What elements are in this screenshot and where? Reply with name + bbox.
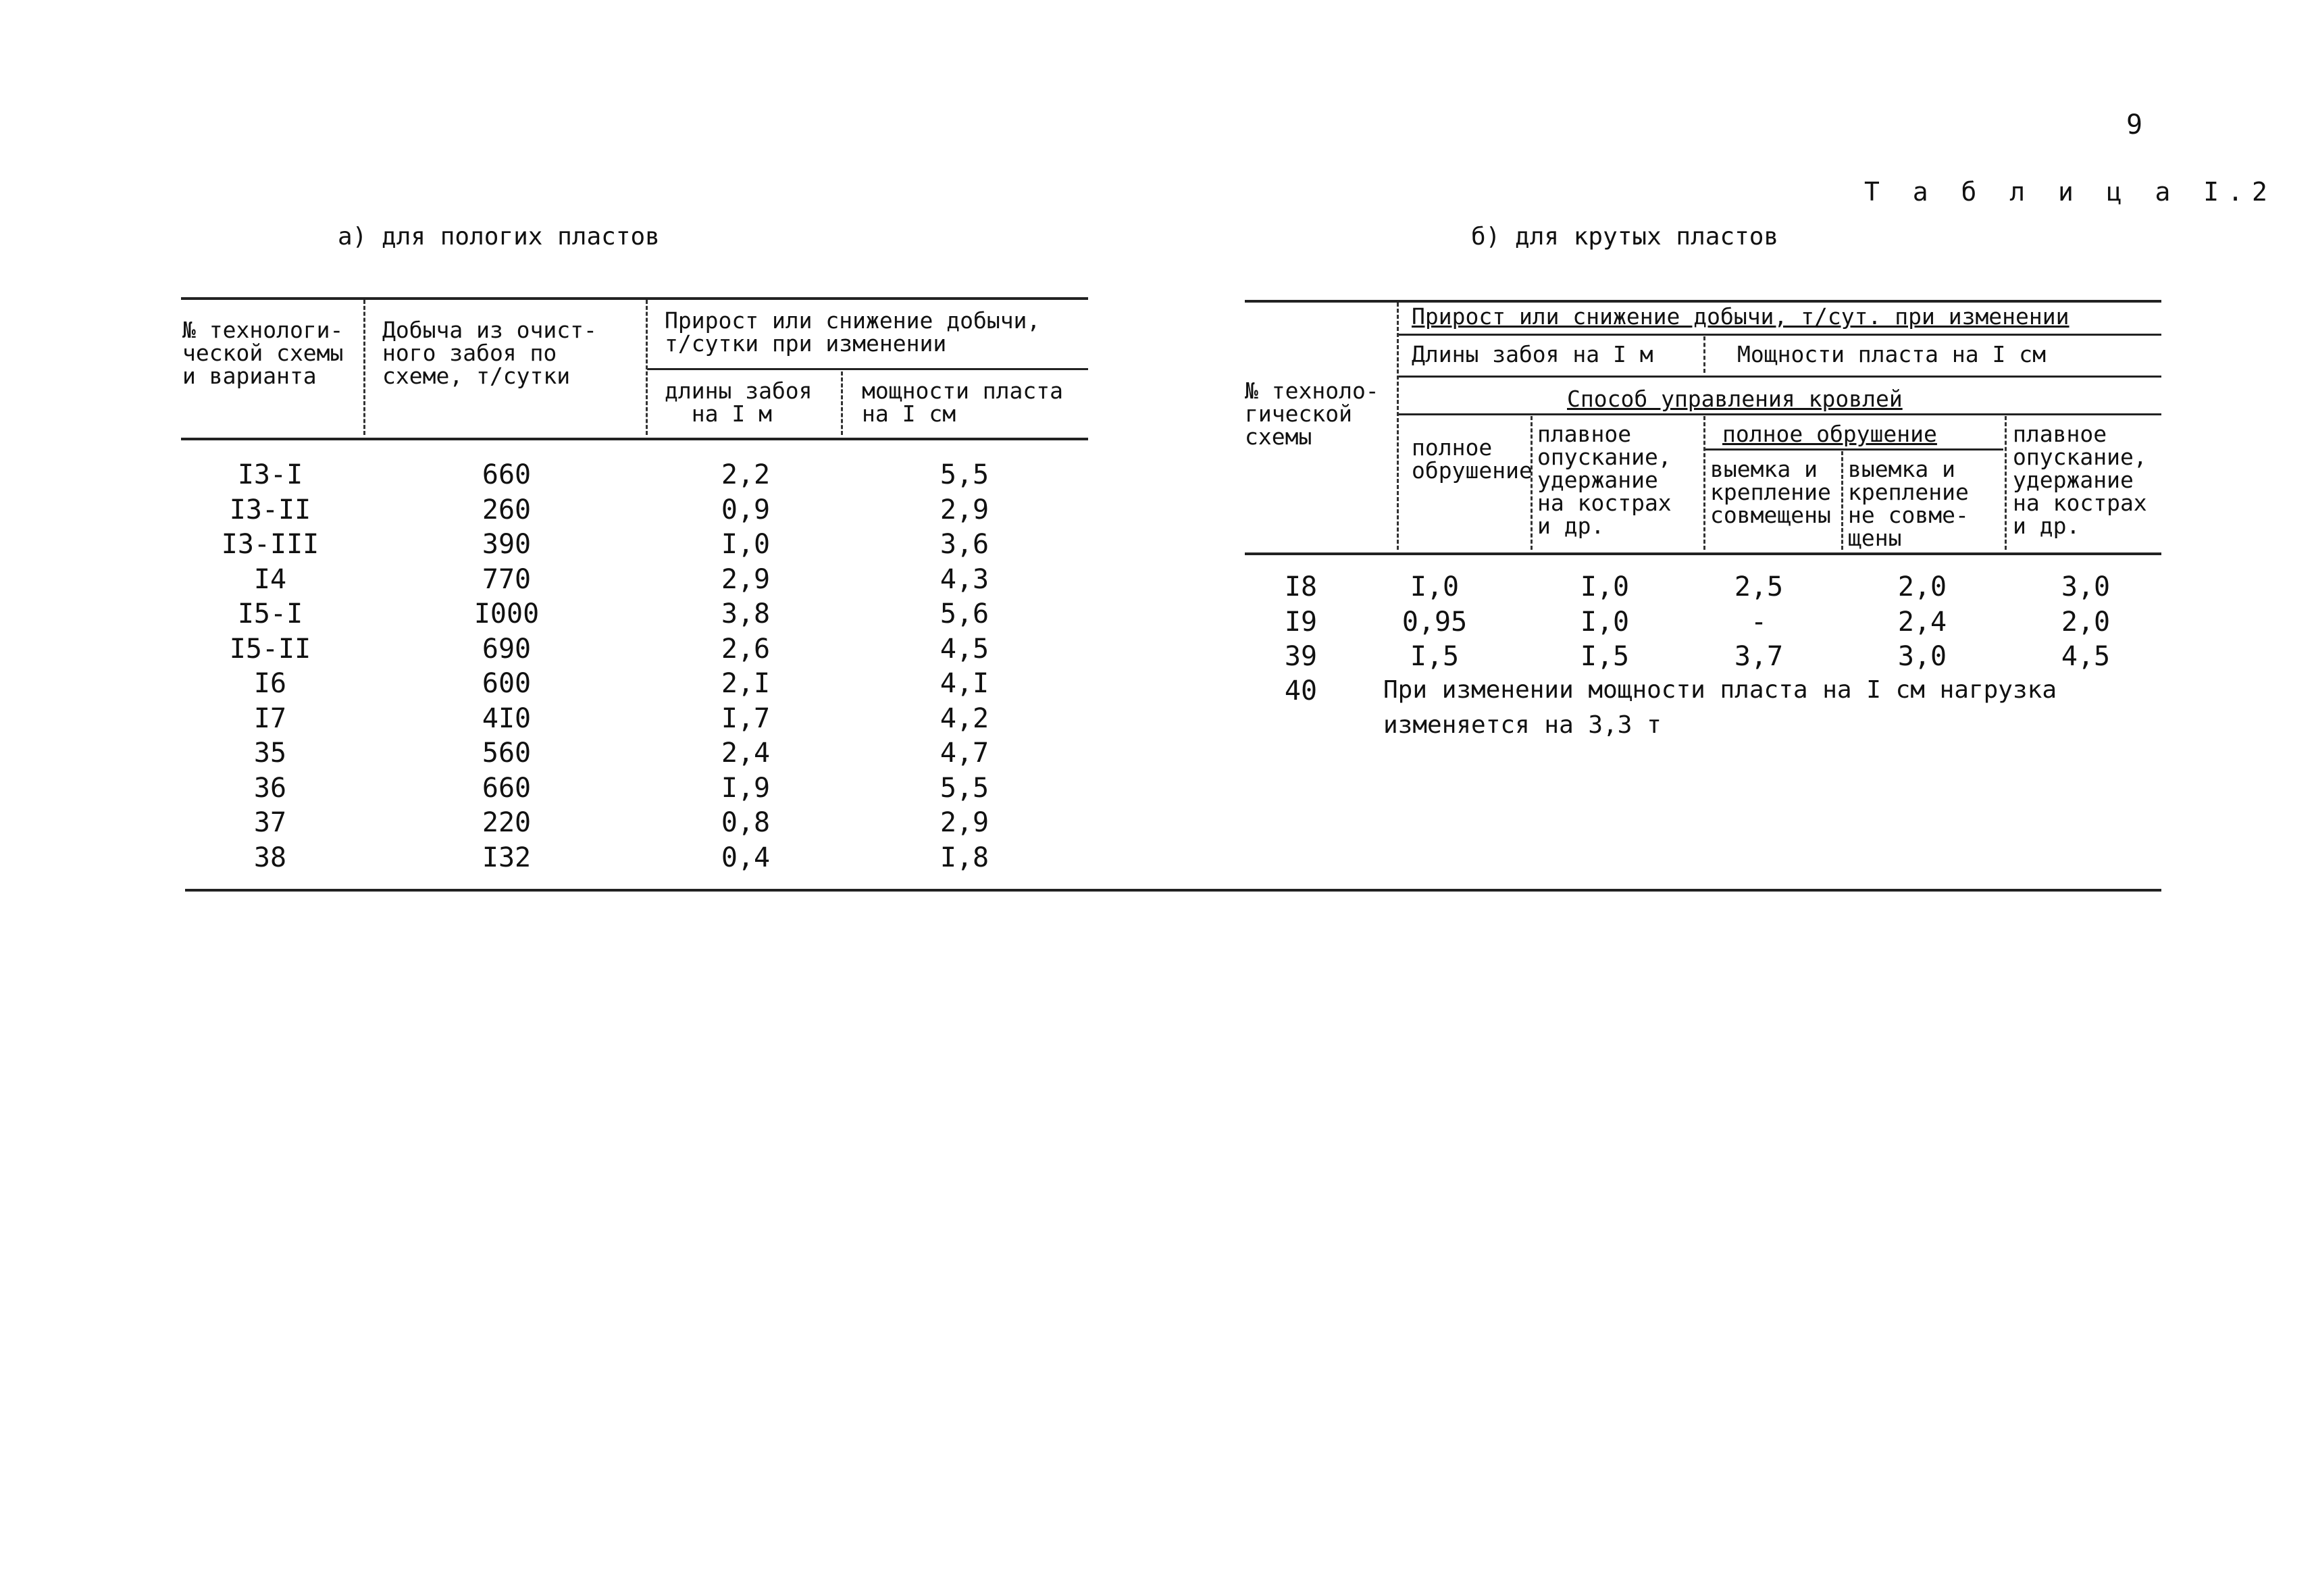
left-table-cell: 2,I [721,668,771,699]
right-table-cell: I8 [1284,571,1318,602]
right-header-full-collapse-length: полное обрушение [1412,434,1533,484]
blank-page-area [0,912,2314,1587]
left-table-cell: 0,4 [721,842,771,873]
left-table-subtitle: а) для пологих пластов [338,223,660,251]
left-table-divider [841,371,843,435]
right-table-divider [1703,336,1705,373]
left-table-cell: 390 [482,529,532,560]
left-table-group-rule [647,368,1088,370]
left-table-cell: 2,9 [721,563,771,595]
left-header-group: Прирост или снижение добычи, т/сутки при изменении [665,307,1041,357]
left-table-cell: 4I0 [482,702,532,734]
left-table-cell: 0,9 [721,494,771,525]
left-table-cell: 4,I [940,668,989,699]
right-table-divider [1703,416,1705,550]
left-table-cell: 600 [482,668,532,699]
right-table-cell: I,0 [1410,571,1460,602]
note-row-text [1383,673,2057,743]
left-table-cell: 2,9 [940,807,989,838]
left-table-cell: 220 [482,807,532,838]
left-table-cell: I,9 [721,772,771,804]
left-table-cell: 4,3 [940,563,989,595]
right-table-cell: 2,5 [1734,571,1784,602]
left-table-cell: I32 [482,842,532,873]
left-table-header-rule [181,438,1088,440]
left-table-cell: 2,4 [721,738,771,769]
right-header-thickness: Мощности пласта на I см [1737,341,2046,367]
left-table-cell: 35 [253,738,287,769]
left-table-cell: 3,6 [940,529,989,560]
right-table-cell: 2,0 [2061,606,2111,638]
right-header-combined: выемка и крепление совмещены [1710,456,1831,528]
left-table-cell: 2,6 [721,633,771,665]
left-table-cell: 660 [482,459,532,490]
left-table-cell: I5-II [229,633,311,665]
right-header-full-collapse: полное обрушение [1722,421,1937,447]
right-table-cell: I,0 [1580,606,1630,638]
right-table-cell: - [1750,606,1768,638]
right-table-rule [1398,376,2161,378]
left-header-thickness: мощности пласта на I см [862,378,1064,427]
right-header-top: Прирост или снижение добычи, т/сут. при изменении [1412,303,2069,330]
left-table-cell: I,8 [940,842,989,873]
left-table-cell: 690 [482,633,532,665]
right-table-header-rule [1245,552,2161,555]
left-table-cell: I3-I [237,459,303,490]
left-table-cell: 2,2 [721,459,771,490]
left-table-cell: I,7 [721,702,771,734]
right-table-subtitle: б) для крутых пластов [1471,223,1779,251]
page-number: 9 [2126,109,2143,140]
left-table-cell: I4 [253,563,287,595]
right-table-rule [1705,448,2003,451]
left-table-cell: I3-II [229,494,311,525]
left-table-cell: 770 [482,563,532,595]
left-table-cell: I3-III [221,529,319,560]
left-table-cell: 3,8 [721,598,771,629]
left-table-top-rule [181,297,1088,300]
left-table-cell: 4,5 [940,633,989,665]
left-table-cell: 260 [482,494,532,525]
right-table-cell: 3,0 [2061,571,2111,602]
left-header-length: длины забоя на I м [665,378,813,427]
right-table-cell: 39 [1284,641,1318,672]
left-table-cell: I7 [253,702,287,734]
left-table-cell: 4,7 [940,738,989,769]
right-table-divider [2005,416,2007,550]
right-table-cell: I,5 [1410,641,1460,672]
right-table-cell: I9 [1284,606,1318,638]
left-table-cell: 5,5 [940,772,989,804]
left-table-divider [363,300,365,435]
right-table-divider [1841,451,1843,550]
right-header-method: Способ управления кровлей [1567,386,1903,412]
left-table-cell: I6 [253,668,287,699]
left-table-cell: 38 [253,842,287,873]
right-table-rule [1398,413,2161,415]
right-table-divider [1397,303,1399,550]
right-table-cell: 0,95 [1402,606,1468,638]
right-table-top-rule [1245,300,2161,303]
left-table-cell: 5,6 [940,598,989,629]
right-header-scheme: № техноло- гической схемы [1245,378,1379,450]
left-table-divider [646,300,648,435]
left-table-cell: I,0 [721,529,771,560]
left-table-cell: 4,2 [940,702,989,734]
right-header-length: Длины забоя на I м [1412,341,1653,367]
left-table-cell: I000 [473,598,540,629]
left-table-cell: 2,9 [940,494,989,525]
table-label: Т а б л и ц а I.2 [1864,177,2276,207]
right-table-cell: 3,7 [1734,641,1784,672]
left-table-cell: 37 [253,807,287,838]
left-header-output: Добыча из очист- ного забоя по схеме, т/сутки [382,317,597,389]
right-table-cell: I,0 [1580,571,1630,602]
left-table-cell: 5,5 [940,459,989,490]
note-row-scheme: 40 [1284,675,1318,706]
left-table-cell: 560 [482,738,532,769]
bottom-rule [185,889,2161,892]
note-line-1: При изменении мощности пласта на I см нагрузка [1383,676,2057,704]
right-table-cell: I,5 [1580,641,1630,672]
right-table-cell: 2,4 [1897,606,1947,638]
note-line-2: изменяется на 3,3 т [1383,711,1662,739]
right-table-cell: 4,5 [2061,641,2111,672]
left-table-cell: 660 [482,772,532,804]
left-table-cell: 36 [253,772,287,804]
right-header-not-combined: выемка и крепление не совме- щены [1848,456,1969,551]
right-header-smooth-lowering-thickness: плавное опускание, удержание на кострах и др. [2013,421,2147,539]
right-header-smooth-lowering-length: плавное опускание, удержание на кострах и др. [1537,421,1672,539]
right-table-cell: 2,0 [1897,571,1947,602]
left-header-scheme: № технологи- ческой схемы и варианта [182,317,344,389]
right-table-rule [1398,334,2161,336]
left-table-cell: I5-I [237,598,303,629]
right-table-cell: 3,0 [1897,641,1947,672]
left-table-cell: 0,8 [721,807,771,838]
